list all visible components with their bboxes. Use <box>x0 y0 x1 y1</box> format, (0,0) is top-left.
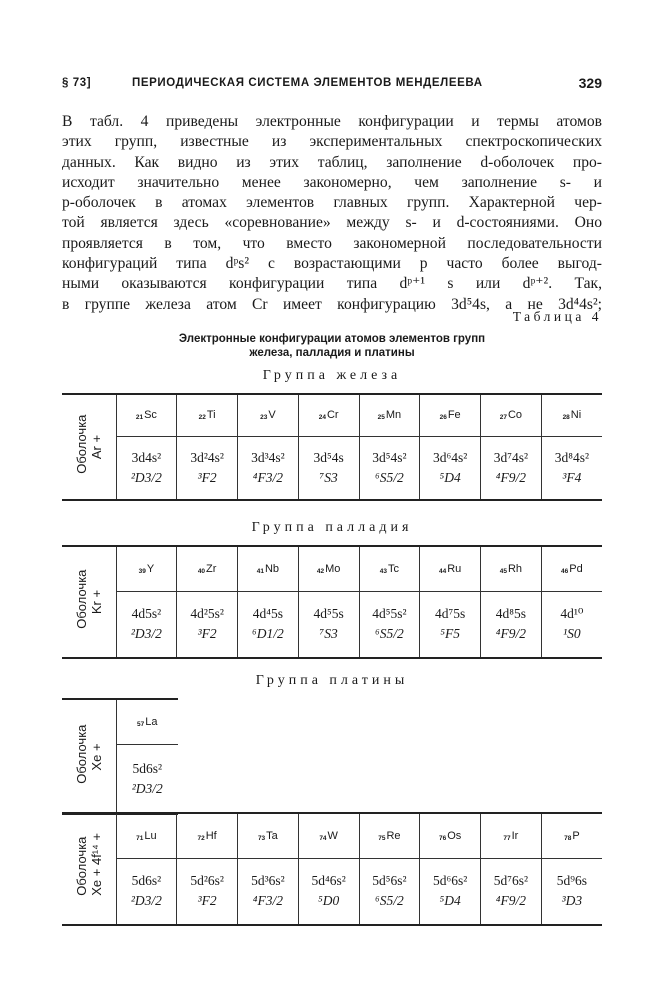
configuration: 3d⁸4s² <box>554 449 589 465</box>
shell-cell <box>62 699 116 814</box>
configuration: 5d6s² <box>131 873 162 889</box>
running-title: ПЕРИОДИЧЕСКАЯ СИСТЕМА ЭЛЕМЕНТОВ МЕНДЕЛЕЕВА <box>132 77 483 89</box>
table-label: Таблица 4 <box>512 309 602 324</box>
shell-core: Xe + 4f¹⁴ + <box>88 833 104 896</box>
config-cell <box>116 436 177 500</box>
element-Cr <box>298 394 359 436</box>
term: ⁵F5 <box>440 626 460 642</box>
element-symbol: Lu <box>144 829 157 842</box>
page-number: 329 <box>578 75 602 91</box>
element-symbol: Hf <box>205 829 217 842</box>
term: ⁶S5/2 <box>375 893 404 909</box>
element-V <box>238 394 299 436</box>
shell-core: Xe + <box>88 742 104 771</box>
atomic-number: 23 <box>260 414 268 422</box>
paragraph-line: конфигураций типа dᵖs² с возрастающими p часто более выгод- <box>62 255 602 273</box>
atomic-number: 46 <box>561 567 569 575</box>
configuration: 4d¹⁰ <box>560 606 584 622</box>
configuration: 4d²5s² <box>190 606 224 622</box>
shell-cell <box>62 394 116 500</box>
term: ²D3/2 <box>130 626 162 642</box>
term: ³F4 <box>562 469 582 485</box>
element-Rh <box>481 546 542 591</box>
element-symbol: Sc <box>144 409 157 422</box>
element-Pd <box>541 546 602 591</box>
caption-line: Электронные конфигурации атомов элементов групп <box>178 333 486 345</box>
table-caption <box>62 332 602 360</box>
atomic-number: 45 <box>499 567 507 575</box>
configuration: 4d⁷5s <box>435 606 466 622</box>
term: ⁴F9/2 <box>495 469 526 485</box>
paragraph-line: данных. Как видно из этих таблиц, заполнение d-оболочек про- <box>62 153 602 171</box>
config-cell <box>177 436 238 500</box>
config-row <box>62 858 602 925</box>
element-symbol: Ti <box>206 409 216 422</box>
element-symbol: Ni <box>570 409 582 422</box>
element-Mn <box>359 394 420 436</box>
atomic-number: 40 <box>197 567 206 575</box>
atomic-number: 44 <box>438 567 447 575</box>
config-cell <box>298 591 359 658</box>
element-Tc <box>359 546 420 591</box>
atomic-number: 22 <box>198 414 206 422</box>
term: ⁴F3/2 <box>252 469 283 485</box>
shell-word: Оболочка <box>73 569 89 629</box>
term: ⁶S5/2 <box>375 626 404 642</box>
paragraph-line: этих групп, известные из экспериментальных спектроскопических <box>62 133 602 151</box>
config-cell <box>177 591 238 658</box>
term: ⁵D0 <box>318 893 340 909</box>
element-Sc <box>116 394 177 436</box>
atomic-number: 77 <box>503 834 511 842</box>
shell-label <box>73 724 104 784</box>
element-symbol: Rh <box>507 562 523 575</box>
element-Re <box>359 813 420 858</box>
element-Mo <box>298 546 359 591</box>
element-symbol: Os <box>447 829 462 842</box>
shell-core: Ar + <box>88 434 104 460</box>
term: ²D3/2 <box>130 893 162 909</box>
atomic-number: 73 <box>257 834 266 842</box>
symbol-row <box>62 813 602 858</box>
platinum-group-table <box>62 812 602 926</box>
element-Lu <box>116 813 177 858</box>
configuration: 3d⁵4s <box>313 449 344 465</box>
element-Zr <box>177 546 238 591</box>
config-cell <box>359 436 420 500</box>
element-Ti <box>177 394 238 436</box>
configuration: 4d5s² <box>131 606 162 622</box>
config-cell <box>481 858 542 925</box>
config-cell <box>177 858 238 925</box>
shell-core: Kr + <box>88 589 104 615</box>
atomic-number: 42 <box>316 567 325 575</box>
paragraph-line: проявляется в том, что вместо закономерной последовательности <box>62 234 602 252</box>
paragraph-line: ными оказываются конфигурации типа dᵖ⁺¹ s или dᵖ⁺². Так, <box>62 275 602 293</box>
paragraph-line: в группе железа атом Cr имеет конфигурацию 3d⁵4s, а не 3d⁴4s²; <box>62 295 602 313</box>
configuration: 3d⁷4s² <box>493 449 528 465</box>
term: ¹S0 <box>563 626 581 642</box>
element-symbol: Zr <box>206 562 217 575</box>
term: ⁶S5/2 <box>375 469 404 485</box>
symbol-row <box>62 699 178 744</box>
configuration: 5d⁵6s² <box>372 873 407 889</box>
term: ³F2 <box>197 469 217 485</box>
configuration: 5d⁴6s² <box>311 873 346 889</box>
element-La <box>116 699 178 744</box>
element-symbol: W <box>327 829 338 842</box>
config-cell <box>359 858 420 925</box>
config-cell <box>420 436 481 500</box>
configuration: 3d⁶4s² <box>432 449 468 465</box>
element-Y <box>116 546 177 591</box>
config-cell <box>116 858 177 925</box>
element-symbol: Re <box>386 829 401 842</box>
configuration: 4d⁴5s <box>252 606 283 622</box>
element-Co <box>481 394 542 436</box>
iron-group-table <box>62 393 602 501</box>
term: ³F2 <box>197 893 217 909</box>
configuration: 5d⁶6s² <box>432 873 468 889</box>
element-Nb <box>238 546 299 591</box>
atomic-number: 57 <box>137 720 145 728</box>
config-cell <box>238 436 299 500</box>
palladium-group-table <box>62 545 602 659</box>
shell-cell <box>62 546 116 658</box>
config-cell <box>541 436 602 500</box>
atomic-number: 43 <box>379 567 387 575</box>
configuration: 5d6s² <box>132 760 163 776</box>
element-P <box>541 813 602 858</box>
shell-label <box>73 569 104 629</box>
term: ³D3 <box>561 893 583 909</box>
element-Fe <box>420 394 481 436</box>
configuration: 3d³4s² <box>251 449 285 465</box>
term: ⁶D1/2 <box>252 626 284 642</box>
symbol-row <box>62 546 602 591</box>
config-cell <box>298 436 359 500</box>
element-Os <box>420 813 481 858</box>
element-symbol: Nb <box>264 562 280 575</box>
configuration: 3d²4s² <box>190 449 224 465</box>
config-row <box>62 591 602 658</box>
config-cell <box>116 744 178 814</box>
config-cell <box>420 591 481 658</box>
atomic-number: 25 <box>377 414 385 422</box>
section-number: § 73] <box>62 77 92 89</box>
page-header <box>62 74 602 96</box>
paragraph-line: той является здесь «соревнование» между s- и d-состояниями. Оно <box>62 214 602 232</box>
element-symbol: Ir <box>511 829 519 842</box>
config-cell <box>420 858 481 925</box>
element-symbol: Cr <box>326 409 339 422</box>
element-symbol: Pd <box>569 562 583 575</box>
config-cell <box>481 591 542 658</box>
term: ⁷S3 <box>319 626 338 642</box>
group-title-iron: Группа железа <box>262 368 402 383</box>
body-paragraph <box>62 112 602 315</box>
element-symbol: Mn <box>385 409 402 422</box>
term: ⁷S3 <box>319 469 338 485</box>
atomic-number: 27 <box>499 414 507 422</box>
atomic-number: 78 <box>564 834 572 842</box>
shell-label <box>73 414 104 474</box>
element-symbol: Tc <box>387 562 399 575</box>
configuration: 3d⁵4s² <box>372 449 407 465</box>
atomic-number: 26 <box>439 414 447 422</box>
shell-label <box>73 833 104 896</box>
atomic-number: 41 <box>256 567 264 575</box>
atomic-number: 21 <box>135 414 144 422</box>
configuration: 4d⁵5s <box>313 606 344 622</box>
atomic-number: 72 <box>197 834 205 842</box>
term: ⁵D4 <box>439 893 461 909</box>
paragraph-line: p-оболочек в атомах элементов главных групп. Характерной чер- <box>62 194 602 212</box>
paragraph-line: В табл. 4 приведены электронные конфигурации и термы атомов <box>62 113 602 130</box>
config-cell <box>238 591 299 658</box>
element-symbol: P <box>572 829 580 842</box>
element-W <box>298 813 359 858</box>
atomic-number: 75 <box>378 834 386 842</box>
element-Hf <box>177 813 238 858</box>
element-Ir <box>481 813 542 858</box>
symbol-row <box>62 394 602 436</box>
paragraph-line: исходит значительно менее закономерно, чем заполнение s- и <box>62 173 602 191</box>
element-symbol: La <box>145 715 158 728</box>
group-title-palladium: Группа палладия <box>251 520 413 535</box>
configuration: 4d⁵5s² <box>372 606 407 622</box>
shell-word: Оболочка <box>73 414 89 474</box>
shell-word: Оболочка <box>73 836 89 896</box>
shell-cell <box>62 813 116 925</box>
lanthanum-table <box>62 698 178 815</box>
element-symbol: V <box>268 409 276 422</box>
atomic-number: 74 <box>319 834 327 842</box>
element-symbol: Fe <box>447 409 461 422</box>
element-symbol: Ta <box>266 829 278 842</box>
atomic-number: 28 <box>562 414 570 422</box>
atomic-number: 71 <box>136 834 144 842</box>
term: ²D3/2 <box>131 780 163 796</box>
element-symbol: Y <box>146 562 155 575</box>
config-cell <box>359 591 420 658</box>
config-cell <box>481 436 542 500</box>
configuration: 5d²6s² <box>190 873 224 889</box>
term: ⁵D4 <box>439 469 461 485</box>
caption-line: железа, палладия и платины <box>249 347 415 359</box>
term: ³F2 <box>197 626 217 642</box>
configuration: 4d⁸5s <box>495 606 526 622</box>
term: ⁴F9/2 <box>495 893 526 909</box>
atomic-number: 24 <box>318 414 326 422</box>
configuration: 5d⁹6s <box>556 873 587 889</box>
element-symbol: Co <box>507 409 523 422</box>
term: ²D3/2 <box>130 469 162 485</box>
configuration: 3d4s² <box>131 449 162 465</box>
element-Ta <box>238 813 299 858</box>
term: ⁴F3/2 <box>252 893 283 909</box>
atomic-number: 39 <box>138 567 146 575</box>
config-cell <box>541 591 602 658</box>
element-Ni <box>541 394 602 436</box>
configuration: 5d³6s² <box>251 873 285 889</box>
config-cell <box>116 591 177 658</box>
config-row <box>62 436 602 500</box>
element-symbol: Mo <box>325 562 341 575</box>
element-Ru <box>420 546 481 591</box>
atomic-number: 76 <box>438 834 447 842</box>
term: ⁴F9/2 <box>495 626 526 642</box>
config-cell <box>541 858 602 925</box>
group-title-platinum: Группа платины <box>255 673 409 688</box>
element-symbol: Ru <box>447 562 462 575</box>
config-cell <box>298 858 359 925</box>
configuration: 5d⁷6s² <box>493 873 528 889</box>
shell-word: Оболочка <box>73 724 89 784</box>
config-cell <box>238 858 299 925</box>
